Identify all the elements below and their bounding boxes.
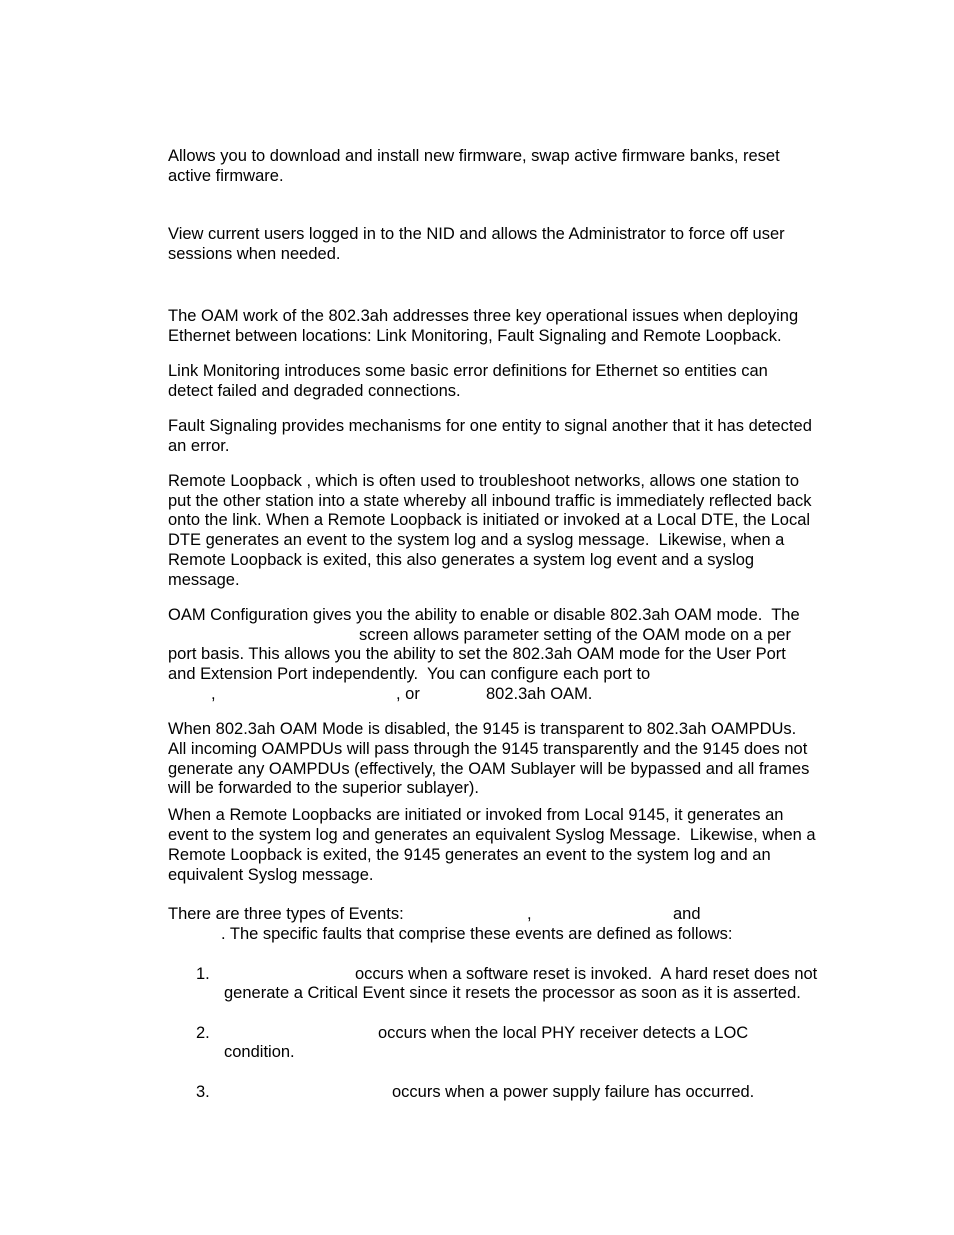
remote-loopback-line-1: Remote Loopback , which is often used to troubleshoot networks, allows one station to: [168, 472, 800, 490]
oam-disabled-line-3: generate any OAMPDUs (effectively, the OAM Sublayer will be bypassed and all frames: [168, 760, 810, 778]
event-item-2-text-2: condition.: [224, 1043, 295, 1061]
remote-loopback-line-2: put the other station into a state whereby all inbound traffic is immediately reflected back: [168, 492, 812, 510]
link-monitoring-line-2: detect failed and degraded connections.: [168, 382, 461, 400]
remote-loopback-line-6: message.: [168, 571, 240, 589]
oam-config-line-2: screen allows parameter setting of the OAM mode on a per: [359, 626, 791, 644]
remote-loopback-line-5: Remote Loopback is exited, this also generates a system log event and a syslog: [168, 551, 755, 569]
link-monitoring-line-1: Link Monitoring introduces some basic error definitions for Ethernet so entities can: [168, 362, 768, 380]
fault-signaling-line-2: an error.: [168, 437, 230, 455]
oam-disabled-line-2: All incoming OAMPDUs will pass through the 9145 transparently and the 9145 does not: [168, 740, 808, 758]
event-item-3-number: 3.: [196, 1083, 210, 1101]
oam-config-line-5-comma: ,: [211, 685, 216, 703]
loopback-local-line-4: equivalent Syslog message.: [168, 866, 374, 884]
oam-config-line-3: port basis. This allows you the ability to set the 802.3ah OAM mode for the User Port: [168, 645, 786, 663]
oam-disabled-line-4: will be forwarded to the superior sublayer).: [168, 779, 479, 797]
event-item-3-text-1: occurs when a power supply failure has occurred.: [392, 1083, 755, 1101]
oam-config-line-5-or: , or: [396, 685, 420, 703]
oam-intro-line-1: The OAM work of the 802.3ah addresses three key operational issues when deploying: [168, 307, 799, 325]
oam-config-line-5-end: 802.3ah OAM.: [486, 685, 593, 703]
events-intro-end: . The specific faults that comprise these events are defined as follows:: [221, 925, 733, 943]
sessions-text-line-1: View current users logged in to the NID and allows the Administrator to force off user: [168, 225, 785, 243]
fault-signaling-line-1: Fault Signaling provides mechanisms for one entity to signal another that it has detected: [168, 417, 812, 435]
loopback-local-line-1: When a Remote Loopbacks are initiated or invoked from Local 9145, it generates an: [168, 806, 784, 824]
event-item-2-text-1: occurs when the local PHY receiver detects a LOC: [378, 1024, 749, 1042]
firmware-text-line-2: active firmware.: [168, 167, 284, 185]
oam-intro-line-2: Ethernet between locations: Link Monitoring, Fault Signaling and Remote Loopback.: [168, 327, 782, 345]
loopback-local-line-3: Remote Loopback is exited, the 9145 generates an event to the system log and an: [168, 846, 771, 864]
event-item-1-text-1: occurs when a software reset is invoked. A hard reset does not: [355, 965, 818, 983]
events-intro-comma: ,: [527, 905, 532, 923]
loopback-local-line-2: event to the system log and generates an equivalent Syslog Message. Likewise, when a: [168, 826, 816, 844]
events-intro-and: and: [673, 905, 701, 923]
firmware-text-line-1: Allows you to download and install new firmware, swap active firmware banks, reset: [168, 147, 780, 165]
event-item-1-text-2: generate a Critical Event since it resets the processor as soon as it is asserted.: [224, 984, 801, 1002]
oam-config-line-4: and Extension Port independently. You can configure each port to: [168, 665, 651, 683]
oam-disabled-line-1: When 802.3ah OAM Mode is disabled, the 9145 is transparent to 802.3ah OAMPDUs.: [168, 720, 797, 738]
event-item-2-number: 2.: [196, 1024, 210, 1042]
remote-loopback-line-3: onto the link. When a Remote Loopback is initiated or invoked at a Local DTE, the Local: [168, 511, 811, 529]
event-item-1-number: 1.: [196, 965, 210, 983]
events-intro-start: There are three types of Events:: [168, 905, 404, 923]
sessions-text-line-2: sessions when needed.: [168, 245, 341, 263]
oam-config-line-1: OAM Configuration gives you the ability to enable or disable 802.3ah OAM mode. The: [168, 606, 800, 624]
remote-loopback-line-4: DTE generates an event to the system log and a syslog message. Likewise, when a: [168, 531, 785, 549]
